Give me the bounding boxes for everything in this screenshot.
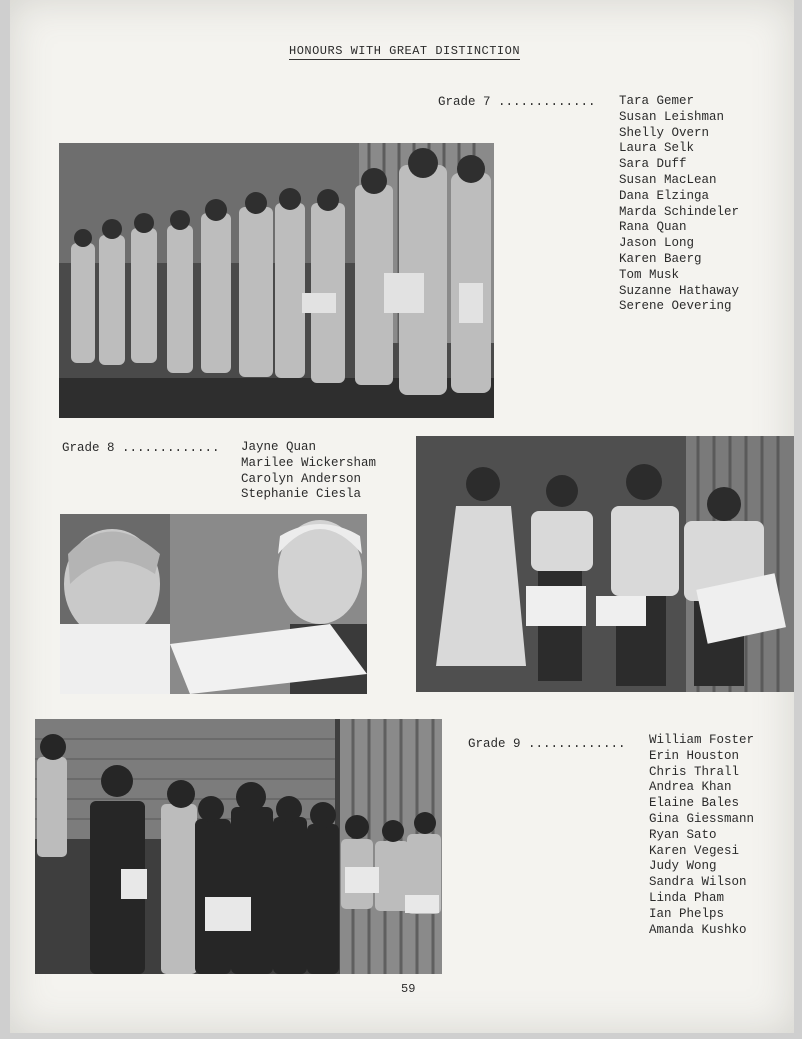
- name-item: Amanda Kushko: [649, 922, 747, 937]
- name-item: Rana Quan: [619, 220, 687, 235]
- name-item: Jason Long: [619, 236, 695, 251]
- grade-7-label: Grade 7 .............: [438, 95, 596, 109]
- name-item: Susan MacLean: [619, 172, 717, 187]
- name-item: Chris Thrall: [649, 764, 740, 779]
- name-item: Susan Leishman: [619, 109, 725, 124]
- name-item: Tara Gemer: [619, 94, 695, 108]
- name-item: Stephanie Ciesla: [241, 487, 362, 502]
- name-item: Linda Pham: [649, 890, 725, 905]
- name-item: Shelly Overn: [619, 125, 710, 140]
- page-number: 59: [401, 982, 416, 996]
- grade-7-group-photo: [59, 143, 494, 418]
- name-item: Erin Houston: [649, 748, 740, 763]
- name-item: Ian Phelps: [649, 906, 725, 921]
- name-item: Tom Musk: [619, 267, 680, 282]
- name-item: Jayne Quan: [241, 440, 317, 454]
- name-item: William Foster: [649, 733, 755, 747]
- grade-8-group-photo: [416, 436, 794, 692]
- name-item: Judy Wong: [649, 859, 717, 874]
- yearbook-page: [10, 0, 794, 1033]
- name-item: Andrea Khan: [649, 780, 732, 795]
- name-item: Elaine Bales: [649, 796, 740, 811]
- name-item: Sandra Wilson: [649, 875, 747, 890]
- page-title: HONOURS WITH GREAT DISTINCTION: [289, 44, 521, 58]
- name-item: Karen Baerg: [619, 251, 702, 266]
- name-item: Serene Oevering: [619, 299, 732, 314]
- name-item: Gina Giessmann: [649, 811, 755, 826]
- name-item: Laura Selk: [619, 141, 695, 156]
- grade-8-names: [241, 440, 376, 503]
- name-item: Dana Elzinga: [619, 188, 710, 203]
- name-item: Sara Duff: [619, 157, 687, 172]
- grade-9-names: [649, 733, 754, 938]
- grade-9-label: Grade 9 .............: [468, 737, 626, 751]
- grade-7-names: [619, 94, 739, 315]
- award-closeup-photo: [60, 514, 367, 694]
- name-item: Marda Schindeler: [619, 204, 740, 219]
- name-item: Karen Vegesi: [649, 843, 740, 858]
- name-item: Ryan Sato: [649, 827, 717, 842]
- name-item: Carolyn Anderson: [241, 471, 362, 486]
- name-item: Suzanne Hathaway: [619, 283, 740, 298]
- grade-9-group-photo: [35, 719, 442, 974]
- name-item: Marilee Wickersham: [241, 455, 377, 470]
- grade-8-label: Grade 8 .............: [62, 441, 220, 455]
